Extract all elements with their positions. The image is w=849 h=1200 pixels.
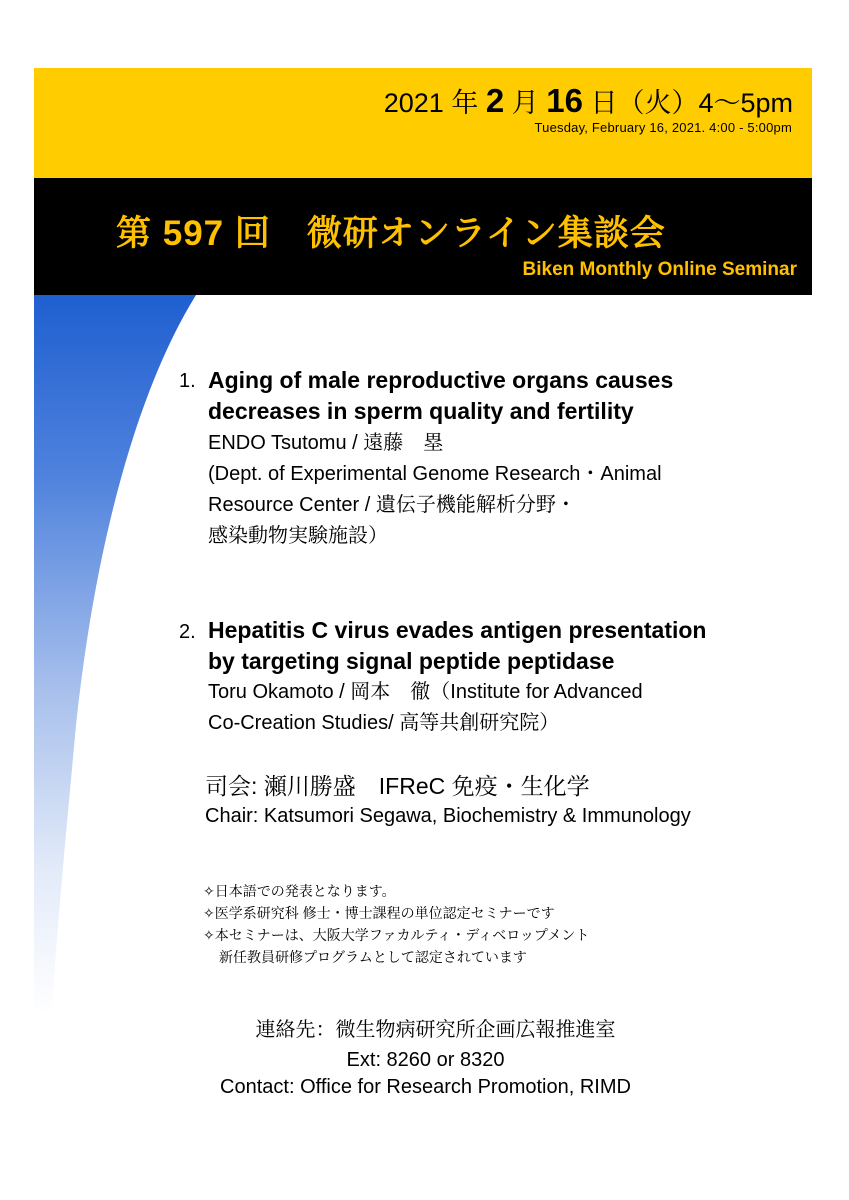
date-en: Tuesday, February 16, 2021. 4:00 - 5:00pm [534,120,792,135]
talk-number: 1. [179,370,196,392]
talk-affiliation-line: Resource Center / 遺伝子機能解析分野・ [208,494,576,516]
date-jp: 2021 年 2 月 16 日（火）4～5pm [383,82,793,119]
talk-title-line: Hepatitis C virus evades antigen presentation [208,617,707,643]
talk-title-line: decreases in sperm quality and fertility [208,398,634,424]
note-item: 新任教員研修プログラムとして認定されています [219,949,527,965]
note-item: ✧本セミナーは、大阪大学ファカルティ・ディベロップメント [203,927,590,943]
note-item: ✧医学系研究科 修士・博士課程の単位認定セミナーです [203,905,555,921]
talk-affiliation-line: Co-Creation Studies/ 高等共創研究院） [208,712,560,734]
contact-en: Contact: Office for Research Promotion, RIMD [220,1076,631,1098]
note-item: ✧日本語での発表となります。 [203,883,396,899]
talk-speaker-affiliation: Toru Okamoto / 岡本 徹（Institute for Advanced [208,681,643,703]
talk-title-line: by targeting signal peptide peptidase [208,648,615,674]
talk-speaker: ENDO Tsutomu / 遠藤 塁 [208,432,444,454]
seminar-title-en: Biken Monthly Online Seminar [522,259,797,280]
contact-ext: Ext: 8260 or 8320 [346,1049,505,1071]
talk-title-line: Aging of male reproductive organs causes [208,367,674,393]
seminar-title-jp: 第 597 回 微研オンライン集談会 [116,214,666,253]
notes-list [203,880,589,968]
chair-jp: 司会: 瀬川勝盛 IFReC 免疫・生化学 [205,773,590,799]
talk-affiliation-line: (Dept. of Experimental Genome Research・Animal [208,463,662,485]
talk-affiliation-line: 感染動物実験施設） [208,525,388,547]
chair-en: Chair: Katsumori Segawa, Biochemistry & Immunology [205,805,691,827]
contact-jp: 連絡先：微生物病研究所企画広報推進室 [255,1019,616,1041]
talk-number: 2. [179,621,196,643]
blue-swoosh-decoration [34,295,204,1015]
